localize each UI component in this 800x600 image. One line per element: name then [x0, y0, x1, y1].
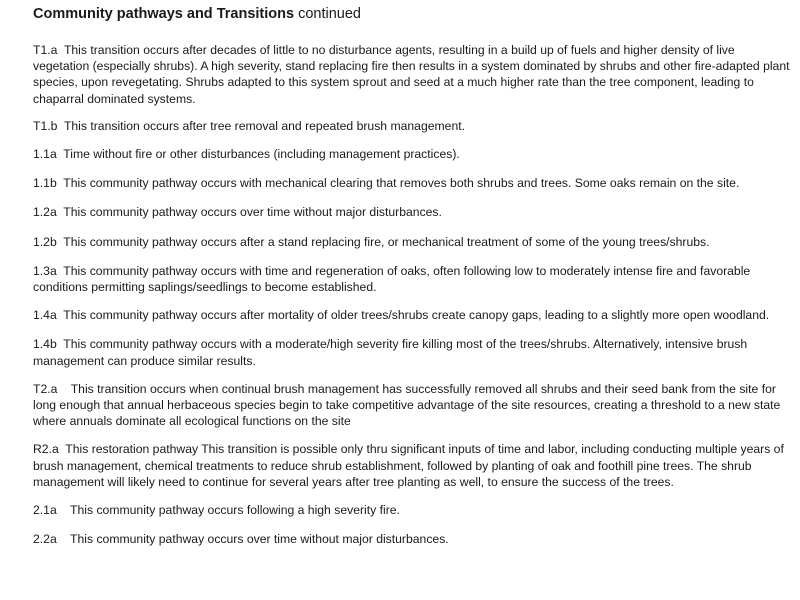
entry-t1b — [33, 118, 792, 134]
entry-text: This restoration pathway This transition is possible only thru significant inputs of time and labor, including conducting multiple years of brush management, chemical treatments to reduce shrub establishment, followed by planting of oak and foothill pine trees. The shrub management will likely need to continue for several years after tree planting as well, to ensure the success of the trees. — [33, 442, 784, 489]
entry-1-4b — [33, 336, 792, 368]
entry-2-2a — [33, 531, 792, 547]
title-main: Community pathways and Transitions — [33, 6, 295, 22]
entry-text: This transition occurs after decades of little to no disturbance agents, resulting in a build up of fuels and higher density of live vegetation (especially shrubs). A high severity, stand replacing fire then results in a system dominated by shrubs and other fire-adapted plant species, upon revegetating. Shrubs adapted to this system sprout and seed at a much higher rate than the tree component, leading to chaparral dominated systems. — [33, 43, 790, 106]
entry-text: This transition occurs when continual brush management has successfully removed all shrubs and their seed bank from the site for long enough that annual herbaceous species begin to take competitive advantage of the site resources, creating a threshold to a new state where annuals dominate all ecological functions on the site — [33, 381, 781, 429]
entry-1-3a — [33, 263, 792, 295]
entry-code: T1.a — [33, 43, 64, 57]
entry-code: 1.2a — [33, 205, 64, 220]
entry-text: Time without fire or other disturbances (including management practices). — [63, 147, 460, 162]
entry-text: This transition occurs after tree removal and repeated brush management. — [63, 118, 465, 133]
entry-code: 1.3a — [33, 263, 64, 278]
entry-1-1a — [33, 146, 792, 162]
page-title — [33, 4, 792, 24]
entry-r2a — [33, 441, 792, 490]
entry-text: This community pathway occurs after mortality of older trees/shrubs create canopy gaps, leading to a slightly more open woodland. — [63, 308, 770, 323]
entry-code: T2.a — [33, 381, 71, 396]
entry-text: This community pathway occurs after a stand replacing fire, or mechanical treatment of some of the young trees/shrubs. — [63, 234, 710, 249]
entry-text: This community pathway occurs with time and regeneration of oaks, often following low to moderately intense fire and favorable conditions permitting saplings/seedlings to become established. — [33, 263, 751, 295]
entry-code: T1.b — [33, 118, 64, 133]
entry-code: 2.2a — [33, 532, 71, 547]
entry-text: This community pathway occurs with a moderate/high severity fire killing most of the trees/shrubs. Alternatively, intensive brush management can produce similar results. — [33, 337, 748, 368]
entry-code: 1.1b — [33, 176, 64, 191]
entry-1-2a — [33, 204, 792, 220]
entry-t1a — [33, 42, 792, 107]
title-continued: continued — [294, 6, 361, 22]
entry-code: 2.1a — [33, 503, 71, 518]
entry-code: 1.2b — [33, 234, 64, 249]
entry-1-4a — [33, 307, 792, 323]
entry-code: 1.4b — [33, 337, 64, 352]
entry-text: This community pathway occurs over time without major disturbances. — [63, 205, 442, 220]
entry-2-1a — [33, 502, 792, 518]
entry-text: This community pathway occurs following a high severity fire. — [70, 503, 400, 518]
entry-code: R2.a — [33, 442, 66, 457]
entry-text: This community pathway occurs over time without major disturbances. — [70, 532, 449, 547]
entry-code: 1.1a — [33, 147, 64, 162]
entry-1-1b — [33, 175, 792, 191]
entry-t2a — [33, 381, 792, 430]
entry-text: This community pathway occurs with mechanical clearing that removes both shrubs and trees. Some oaks remain on the site. — [63, 176, 740, 191]
entry-1-2b — [33, 234, 792, 250]
entry-code: 1.4a — [33, 308, 64, 323]
